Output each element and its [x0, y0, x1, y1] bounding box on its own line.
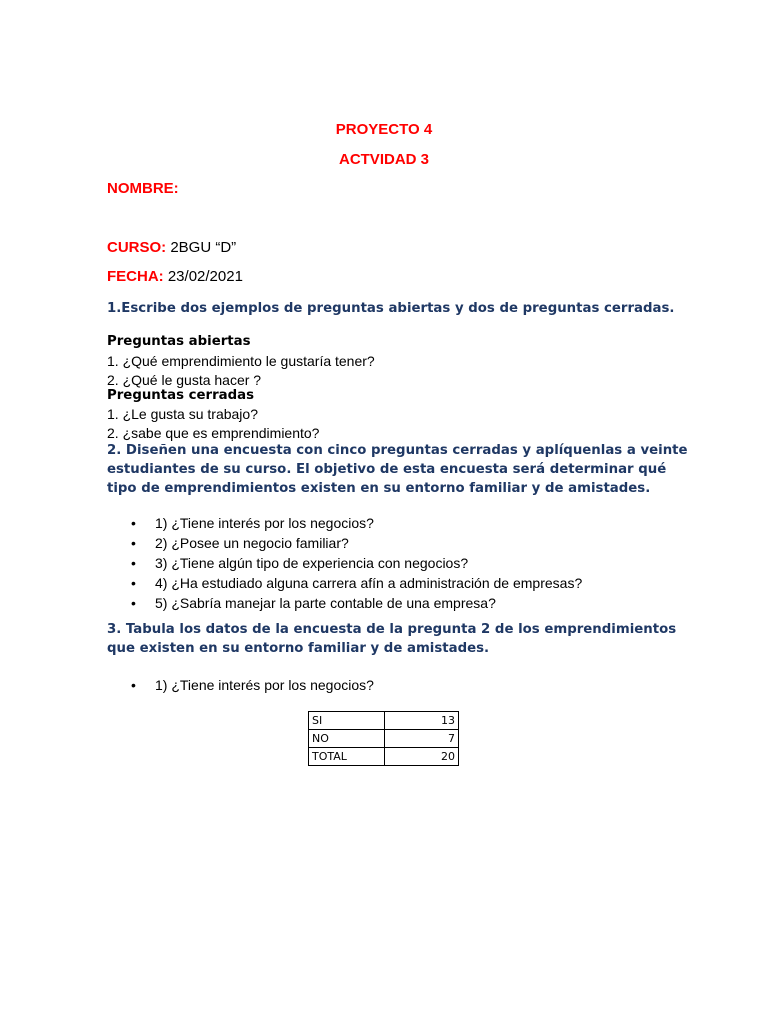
table-row [309, 730, 459, 748]
survey-item: • 1) ¿Tiene interés por los negocios? [131, 513, 582, 533]
open-question-item: 1. ¿Qué emprendimiento le gustaría tener? [107, 353, 375, 369]
activity-title: ACTVIDAD 3 [338, 151, 429, 168]
name-label: NOMBRE: [107, 180, 179, 197]
closed-questions-title: Preguntas cerradas [107, 388, 255, 403]
survey-item: • 5) ¿Sabría manejar la parte contable de una empresa? [131, 593, 582, 613]
table-value-cell: 20 [385, 748, 459, 766]
date-field [107, 268, 243, 286]
question-2 [107, 441, 688, 498]
question-1: 1.Escribe dos ejemplos de preguntas abiertas y dos de preguntas cerradas. [107, 301, 675, 316]
question-3-line: 3. Tabula los datos de la encuesta de la pregunta 2 de los emprendimientos [107, 622, 677, 637]
survey-item: • 2) ¿Posee un negocio familiar? [131, 533, 582, 553]
results-table [308, 711, 459, 766]
closed-question-item: 2. ¿sabe que es emprendimiento? [107, 425, 320, 441]
table-row [309, 748, 459, 766]
course-value: 2BGU “D” [166, 239, 237, 256]
project-title: PROYECTO 4 [335, 121, 433, 138]
table-label-cell: TOTAL [309, 748, 385, 766]
date-label: FECHA: [107, 268, 164, 285]
name-field [107, 180, 179, 198]
survey-item: • 4) ¿Ha estudiado alguna carrera afín a administración de empresas? [131, 573, 582, 593]
table-label-cell: SI [309, 712, 385, 730]
table-value-cell: 7 [385, 730, 459, 748]
open-question-item: 2. ¿Qué le gusta hacer ? [107, 372, 262, 388]
open-questions-title: Preguntas abiertas [107, 334, 251, 349]
closed-question-item: 1. ¿Le gusta su trabajo? [107, 406, 258, 422]
table-label-cell: NO [309, 730, 385, 748]
course-field [107, 239, 236, 257]
course-label: CURSO: [107, 239, 167, 256]
tabulated-question-list [131, 675, 374, 695]
question-2-line: estudiantes de su curso. El objetivo de esta encuesta será determinar qué [107, 462, 667, 477]
question-2-line: 2. Diseñen una encuesta con cinco preguntas cerradas y aplíquenlas a veinte [107, 443, 688, 458]
question-3-line: que existen en su entorno familiar y de amistades. [107, 641, 490, 656]
survey-item: • 3) ¿Tiene algún tipo de experiencia con negocios? [131, 553, 582, 573]
tabulated-question-item: • 1) ¿Tiene interés por los negocios? [131, 675, 374, 695]
table-value-cell: 13 [385, 712, 459, 730]
survey-list [131, 513, 582, 613]
table-row [309, 712, 459, 730]
date-value: 23/02/2021 [163, 268, 243, 285]
question-2-line: tipo de emprendimientos existen en su entorno familiar y de amistades. [107, 481, 651, 496]
question-3 [107, 620, 676, 658]
